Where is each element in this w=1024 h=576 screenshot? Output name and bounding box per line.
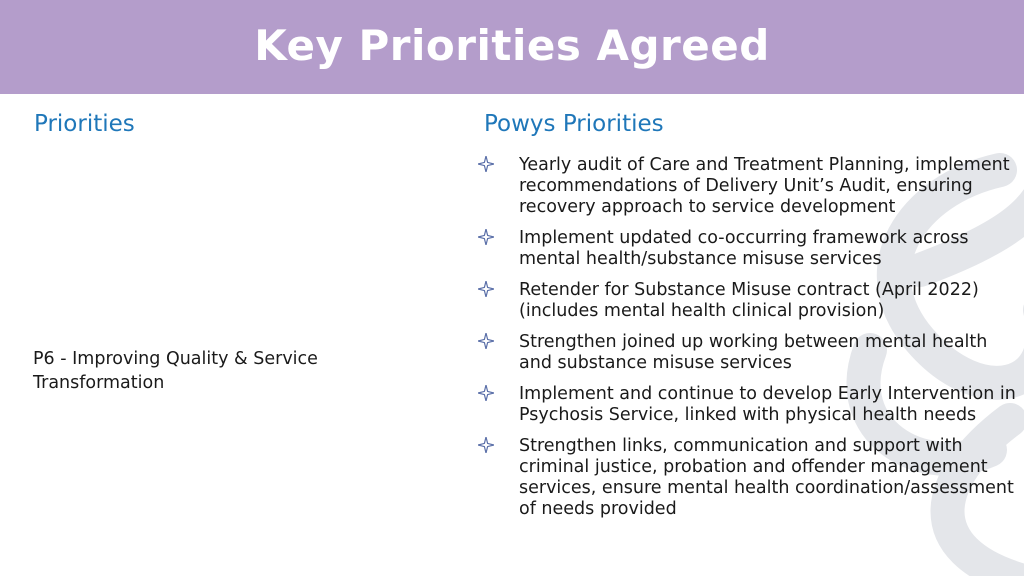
title-bar: [0, 0, 1024, 94]
four-point-star-icon: [478, 437, 494, 453]
slide-title: Key Priorities Agreed: [254, 20, 770, 70]
list-item-text: Strengthen links, communication and support with criminal justice, probation and offender management services, ensure mental health coordination/assessment of needs provided: [519, 436, 1014, 519]
list-item: [478, 228, 1018, 270]
list-item-text: Strengthen joined up working between mental health and substance misuse services: [519, 332, 988, 373]
priority-item: P6 - Improving Quality & Service Transformation: [33, 349, 318, 393]
list-item: [478, 280, 1018, 322]
list-item: [478, 155, 1018, 218]
four-point-star-icon: [478, 229, 494, 245]
four-point-star-icon: [478, 333, 494, 349]
list-item-text: Implement and continue to develop Early Intervention in Psychosis Service, linked with physical health needs: [519, 384, 1016, 425]
powys-priorities-heading: Powys Priorities: [484, 111, 664, 137]
priorities-heading: Priorities: [34, 111, 135, 137]
four-point-star-icon: [478, 156, 494, 172]
list-item-text: Implement updated co-occurring framework across mental health/substance misuse services: [519, 228, 969, 269]
list-item: [478, 332, 1018, 374]
list-item-text: Yearly audit of Care and Treatment Planning, implement recommendations of Delivery Unit’s Audit, ensuring recovery approach to service development: [519, 155, 1010, 217]
powys-priorities-list: [478, 155, 1018, 530]
list-item-text: Retender for Substance Misuse contract (April 2022) (includes mental health clinical provision): [519, 280, 979, 321]
list-item: [478, 384, 1018, 426]
four-point-star-icon: [478, 385, 494, 401]
list-item: [478, 436, 1018, 520]
four-point-star-icon: [478, 281, 494, 297]
